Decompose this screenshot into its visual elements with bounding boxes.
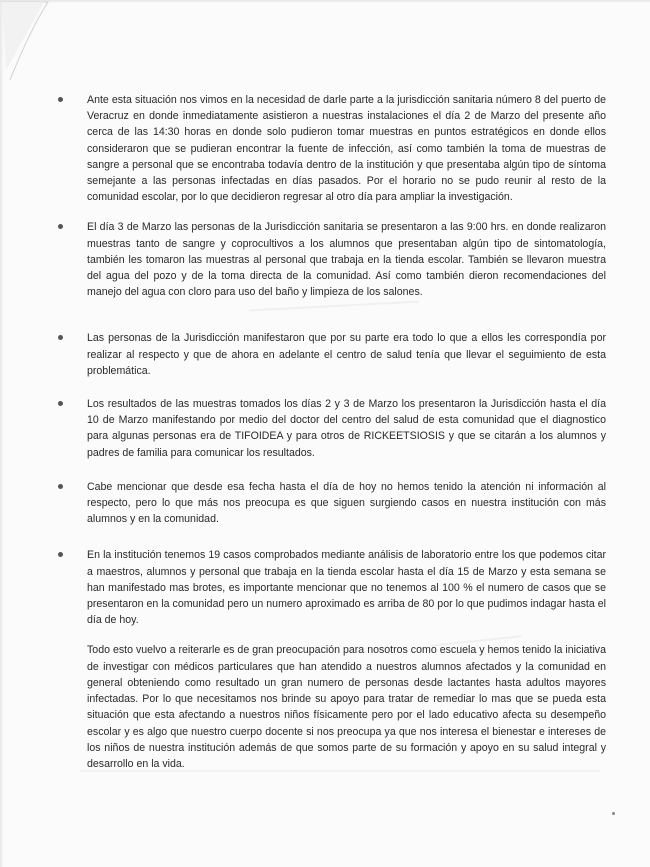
paragraph-text: Todo esto vuelvo a reiterarle es de gran preocupación para nosotros como escuela y hemos tenido la iniciativa de investigar con médicos particulares que han atendido a nuestros alumnos afectados y la comunidad en general obteniendo como resultado un gran numero de personas desde lactantes hasta adultos mayores infectadas. Por lo que necesitamos nos brinde su apoyo para tratar de remediar lo mas que se pueda esta situación que esta afectando a nuestros niños físicamente pero por el lado educativo afecta su desempeño escolar y es algo que nuestro cuerpo docente si nos preocupa ya que nos interesa el bienestar e intereses de los niños de nuestra institución además de que somos parte de su formación y apoyo en su salud integral y desarrollo en la vida.	[87, 644, 606, 770]
scan-top-edge	[0, 0, 650, 3]
bullet-icon	[58, 97, 63, 102]
bullet-icon	[58, 552, 63, 557]
paragraph-text: Las personas de la Jurisdicción manifestaron que por su parte era todo lo que a ellos les correspondía por realizar al respecto y que de ahora en adelante el centro de salud tenía que llevar el seguimiento de esta problemática.	[87, 332, 606, 377]
paragraph-jurisdiccion-visit	[58, 92, 606, 205]
paragraph-march-3-samples	[58, 219, 606, 300]
scan-left-edge	[0, 0, 4, 867]
paragraph-case-count	[58, 547, 606, 628]
paragraph-text: En la institución tenemos 19 casos comprobados mediante análisis de laboratorio entre los que podemos citar a maestros, alumnos y personal que trabaja en la tienda escolar hasta el día 15 de Marzo y esta semana se han manifestado mas brotes, es importante mencionar que no tenemos al 100 % el numero de casos que se presentaron en la comunidad pero un numero aproximado es arriba de 80 por lo que pudimos indagar hasta el día de hoy.	[87, 549, 606, 627]
paragraph-no-attention	[58, 479, 606, 528]
paragraph-text: Ante esta situación nos vimos en la necesidad de darle parte a la jurisdicción sanitaria número 8 del puerto de Veracruz en donde inmediatamente asistieron a nuestras instalaciones el día 2 de Marzo del presente año cerca de las 14:30 horas en donde solo pudieron tomar muestras en puntos estratégicos en donde ellos consideraron que se pudieran encontrar la fuente de infección, así como también la toma de muestras de sangre a personal que se encontraba todavía dentro de la institución y que presentaba algún tipo de síntoma semejante a las personas infectadas en días pasados. Por el horario no se pudo reunir al resto de la comunidad escolar, por lo que decidieron regresar al otro día para ampliar la investigación.	[87, 94, 606, 204]
folded-corner-mark	[0, 0, 60, 90]
bullet-icon	[58, 224, 63, 229]
paragraph-jurisdiccion-statement	[58, 330, 606, 379]
paragraph-closing-request	[58, 642, 606, 772]
bullet-icon	[58, 484, 63, 489]
paragraph-text: El día 3 de Marzo las personas de la Jurisdicción sanitaria se presentaron a las 9:00 hrs. en donde realizaron muestras tanto de sangre y coprocultivos a los alumnos que presentaban algún tipo de sintomatología, también les tomaron las muestras al personal que trabaja en la tienda escolar. También se llevaron muestra del agua del pozo y de la toma directa de la comunidad. Así como también dieron recomendaciones del manejo del agua con cloro para uso del baño y limpieza de los salones.	[87, 221, 606, 299]
scan-speck	[612, 812, 615, 815]
bullet-icon	[58, 401, 63, 406]
bullet-icon	[58, 335, 63, 340]
document-body	[58, 92, 606, 772]
paragraph-text: Los resultados de las muestras tomados los días 2 y 3 de Marzo los presentaron la Jurisdicción hasta el día 10 de Marzo manifestando por medio del doctor del centro del salud de esta comunidad que el diagnostico para algunas personas era de TIFOIDEA y para otros de RICKEETSIOSIS y que se citarán a los alumnos y padres de familia para comunicar los resultados.	[87, 398, 606, 459]
paragraph-results	[58, 396, 606, 461]
paragraph-text: Cabe mencionar que desde esa fecha hasta el día de hoy no hemos tenido la atención ni información al respecto, pero lo que más nos preocupa es que siguen surgiendo casos en nuestra institución con más alumnos y en la comunidad.	[87, 480, 606, 526]
